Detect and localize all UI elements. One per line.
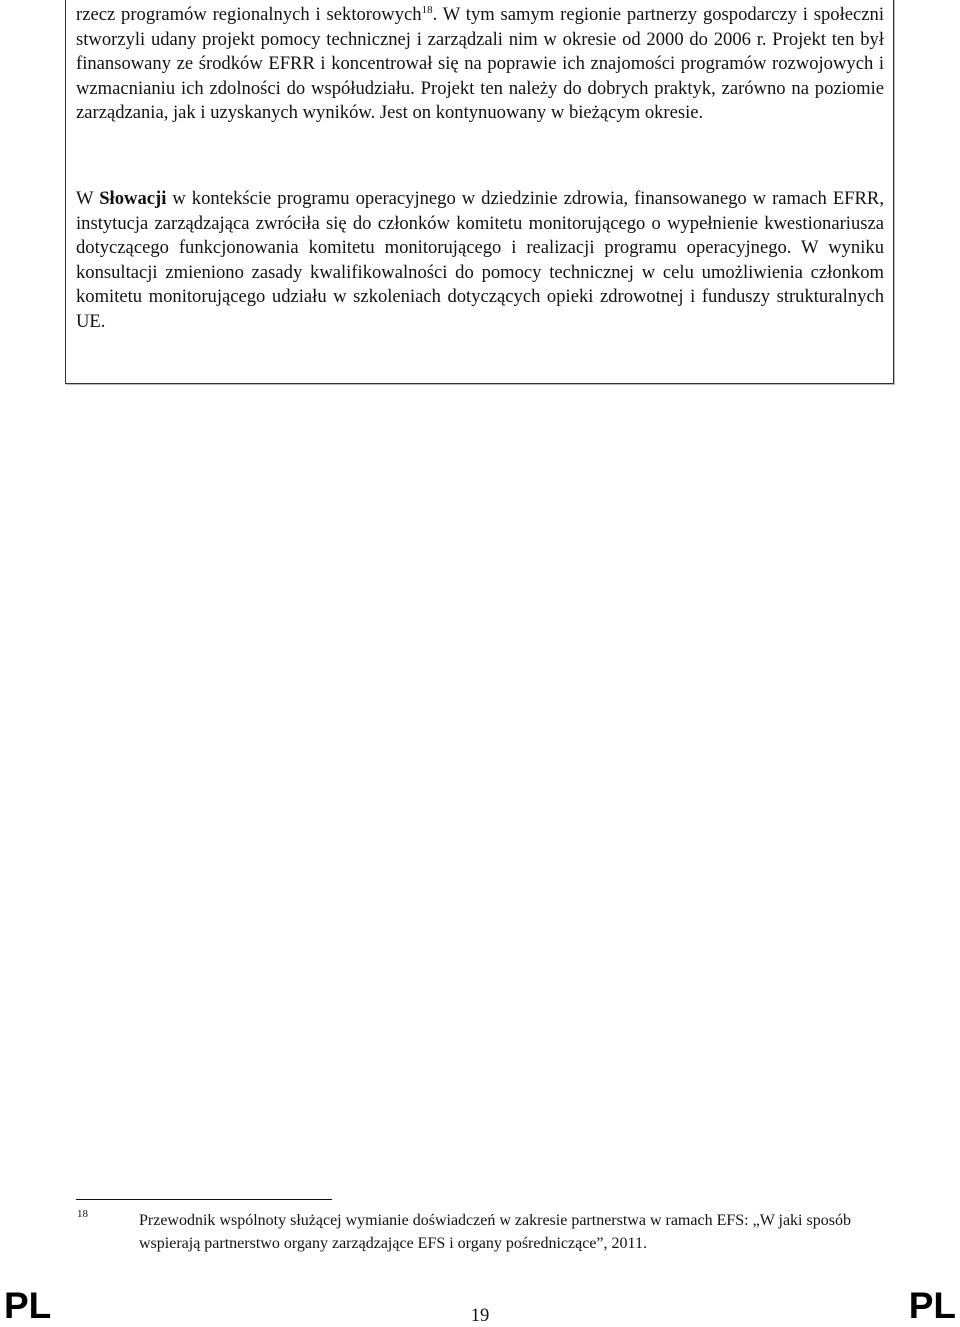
footnote-reference[interactable]: 18 <box>421 3 433 16</box>
paragraph-2-body: w kontekście programu operacyjnego w dziedzinie zdrowia, finansowanego w ramach EFRR, instytucja zarządzająca zwróciła się do członków komitetu monitorującego o wypełnienie kwestionariusza dotyczącego funkcjonowania komitetu monitorującego i realizacji programu operacyjnego. W wyniku konsultacji zmieniono zasady kwalifikowalności do pomocy technicznej w celu umożliwienia członkom komitetu monitorującego udziału w szkoleniach dotyczących opieki zdrowotnej i funduszy strukturalnych UE. <box>76 188 884 332</box>
paragraph-1-rest: . W tym samym regionie partnerzy gospodarczy i społeczni stworzyli udany projekt pomocy technicznej i zarządzali nim w okresie od 2000 do 2006 r. Projekt ten był finansowany ze środków EFRR i koncentrował się na poprawie ich znajomości programów rozwojowych i wzmacnianiu ich zdolności do współudziału. Projekt ten należy do dobrych praktyk, zarówno na poziomie zarządzania, jak i uzyskanych wyników. Jest on kontynuowany w bieżącym okresie. <box>76 4 884 124</box>
paragraph-1-start: rzecz programów regionalnych i sektorowych <box>76 4 422 25</box>
paragraph-regional-projects <box>76 3 884 126</box>
footnote-text: Przewodnik wspólnoty służącej wymianie doświadczeń w zakresie partnerstwa w ramach EFS: „W jaki sposób wspierają partnerstwo organy zarządzające EFS i organy pośredniczące”, 2011. <box>139 1212 851 1252</box>
footnote-number: 18 <box>77 1208 88 1220</box>
paragraph-2-lead: W <box>76 188 100 209</box>
paragraph-slovakia <box>76 187 884 335</box>
language-code-left: PL <box>4 1285 52 1326</box>
footnote-separator <box>76 1199 332 1200</box>
language-code-right: PL <box>908 1285 956 1326</box>
country-name-bold: Słowacji <box>99 188 167 209</box>
page-number: 19 <box>470 1305 490 1326</box>
